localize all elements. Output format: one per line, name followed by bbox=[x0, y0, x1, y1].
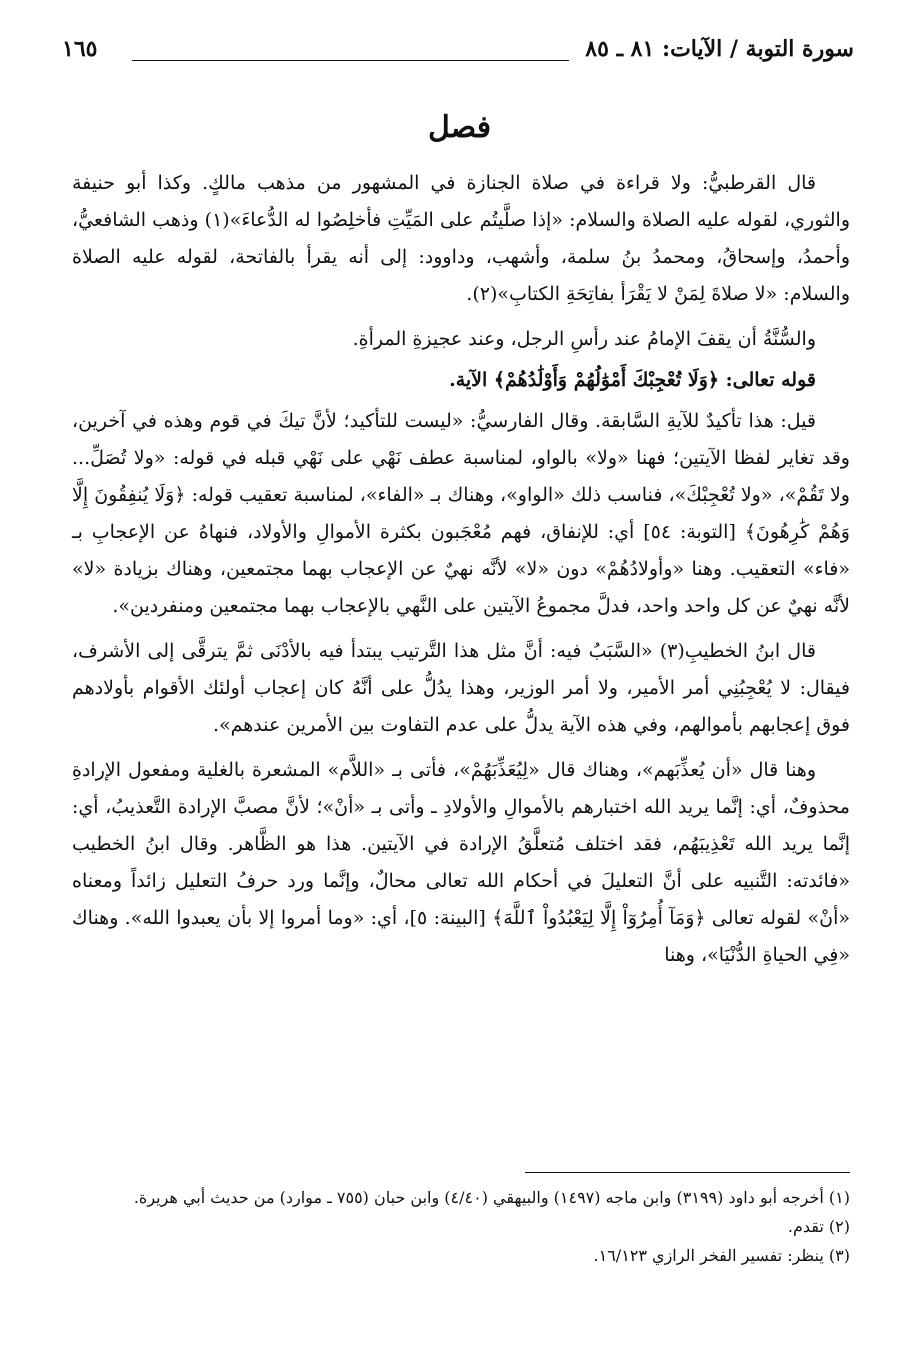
running-title: سورة التوبة / الآيات: ٨١ ـ ٨٥ bbox=[585, 36, 854, 62]
paragraph-qurtubi: قال القرطبيُّ: ولا قراءة في صلاة الجنازة في المشهور من مذهب مالكٍ. وكذا أبو حنيفة والثوري، لقوله عليه الصلاة والسلام: «إذا صلَّيتُم على المَيِّتِ فأخلِصُوا له الدُّعاءَ»(١) وذهب الشافعيُّ، وأحمدُ، وإسحاقُ، ومحمدُ بنُ سلمة، وأشهب، وداوود: إلى أنه يقرأ بالفاتحة، لقوله عليه الصلاة والسلام: «لا صلاةَ لِمَنْ لا يَقْرَأ بفاتِحَةِ الكتابِ»(٢). bbox=[72, 172, 850, 305]
footnote-1: (١) أخرجه أبو داود (٣١٩٩) وابن ماجه (١٤٩٧) والبيهقي (٤/٤٠) وابن حبان (٧٥٥ ـ موارد) من حديث أبي هريرة. bbox=[133, 1188, 850, 1207]
footnote-2: (٢) تقدم. bbox=[787, 1217, 850, 1236]
section-title: فصل bbox=[427, 110, 492, 145]
paragraph-irada: وهنا قال «أن يُعذِّبَهم»، وهناك قال «لِيُعَذِّبَهُمْ»، فأتى بـ «اللاَّم» المشعرة بالغلية ومفعول الإرادةِ محذوفٌ، أي: إنَّما يريد الله اختبارهم بالأموالِ والأولادِ ـ وأتى بـ «أنْ»؛ لأنَّ مصبَّ الإرادة التَّعذيبُ، أي: إنَّما يريد الله تَعْذِيبَهُم، فقد اختلف مُتعلَّقُ الإرادة في الآيتين. هذا هو الظَّاهر. وقال ابنُ الخطيب «فائدته: التَّنبيه على أنَّ التعليلَ في أحكام الله تعالى محالٌ، وإنَّما ورد حرفُ التعليل زائداً ومعناه «أنْ» لقوله تعالى ﴿وَمَآ أُمِرُوٓاْ إِلَّا لِيَعْبُدُواْ ٱللَّهَ﴾ [البينة: ٥]، أي: «وما أمروا إلا بأن يعبدوا الله». وهناك «فِي الحياةِ الدُّنْيَا»، وهنا bbox=[72, 759, 850, 966]
footnote-3: (٣) ينظر: تفسير الفخر الرازي ١٦/١٢٣. bbox=[593, 1246, 850, 1265]
footnote-rule bbox=[525, 1172, 850, 1173]
paragraph-verse: قوله تعالى: ﴿وَلَا تُعْجِبْكَ أَمْوَٰلُهُمْ وَأَوْلَٰدُهُمْ﴾ الآية. bbox=[449, 369, 816, 391]
page-header bbox=[62, 36, 854, 76]
paragraph-ibn-khatib: قال ابنُ الخطيبِ(٣) «السَّبَبُ فيه: أنَّ مثل هذا التَّرتيب يبتدأ فيه بالأدْنَى ثمَّ يترقَّى إلى الأشرف، فيقال: لا يُعْجِبُنِي أمر الأمير، ولا أمر الوزير، وهذا يدُلُّ على أنَّهُ كان إعجاب أولئك الأقوام بأولادهم فوق إعجابهم بأموالهم، وفي هذه الآية يدلُّ على عدم التفاوت بين الأمرين عندهم». bbox=[72, 640, 850, 736]
footnotes bbox=[72, 1183, 850, 1270]
main-text bbox=[72, 165, 850, 982]
paragraph-sunnah: والسُّنَّةُ أن يقفَ الإمامُ عند رأسِ الرجل، وعند عجيزةِ المرأةِ. bbox=[352, 328, 816, 350]
header-rule bbox=[132, 60, 569, 61]
page-number: ١٦٥ bbox=[62, 36, 98, 62]
paragraph-farisi: قيل: هذا تأكيدٌ للآيةِ السَّابقة. وقال الفارسيُّ: «ليست للتأكيد؛ لأنَّ تيكَ في قوم وهذه في آخرين، وقد تغاير لفظا الآيتين؛ فهنا «ولا» بالواو، لمناسبة عطف نَهْي على نَهْي قبله في قوله: «ولا تُصَلِّ... ولا تَقُمْ»، «ولا تُعْجِبْكَ»، فناسب ذلك «الواو»، وهناك بـ «الفاء»، لمناسبة تعقيب قوله: ﴿وَلَا يُنفِقُونَ إِلَّا وَهُمْ كَٰرِهُونَ﴾ [التوبة: ٥٤] أي: للإنفاق، فهم مُعْجَبون بكثرة الأموالِ والأولاد، فنهاهُ عن الإعجابِ بـ «فاء» التعقيب. وهنا «وأولادُهُمْ» دون «لا» لأنَّه نهيٌ عن الإعجاب بهما مجتمعين، وهناك بزيادة «لا» لأنَّه نهيٌ عن كل واحد واحد، فدلَّ مجموعُ الآيتين على النَّهي بالإعجاب بهما مجتمعين ومنفردين». bbox=[72, 410, 850, 617]
